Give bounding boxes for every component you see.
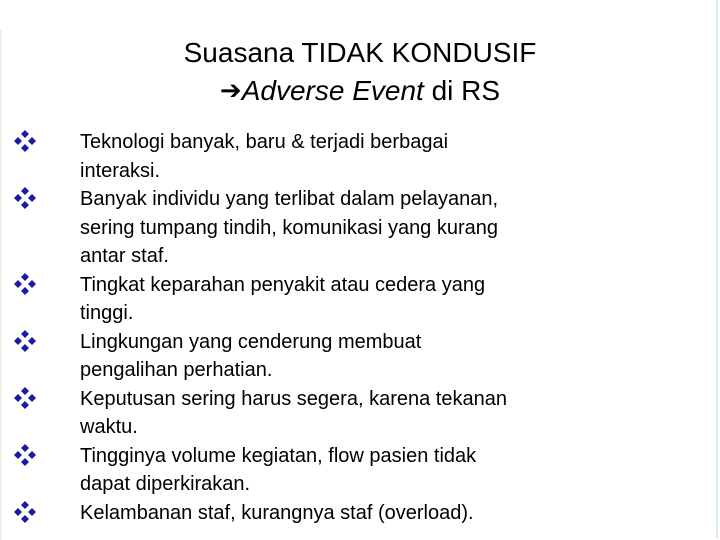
list-item-line: interaksi. xyxy=(80,159,161,182)
list-item-line: antar staf. xyxy=(80,245,169,267)
list-item-line: sering tumpang tindih, komunikasi yang kurang xyxy=(80,216,499,239)
list-item xyxy=(80,328,680,385)
list-item-line: waktu. xyxy=(80,416,138,438)
four-diamond-bullet-icon xyxy=(12,329,38,355)
four-diamond-bullet-icon xyxy=(12,500,38,526)
title-adverse-event: Adverse Event xyxy=(241,75,424,106)
title-line-2 xyxy=(0,72,720,110)
list-item-line: Lingkungan yang cenderung membuat xyxy=(80,330,422,353)
list-item-line: Keputusan sering harus segera, karena tekanan xyxy=(80,387,507,410)
list-item xyxy=(80,385,680,442)
list-item-line: pengalihan perhatian. xyxy=(80,359,273,381)
right-arrow-icon: ➔ xyxy=(219,75,242,105)
four-diamond-bullet-icon xyxy=(12,272,38,298)
four-diamond-bullet-icon xyxy=(12,443,38,469)
list-item-line: Tingkat keparahan penyakit atau cedera yang xyxy=(80,273,486,296)
slide-title xyxy=(0,34,720,110)
four-diamond-bullet-icon xyxy=(12,129,38,155)
list-item-line: dapat diperkirakan. xyxy=(80,473,251,495)
list-item-line: Banyak individu yang terlibat dalam pelayanan, xyxy=(80,188,499,210)
list-item xyxy=(80,185,680,271)
bullet-list xyxy=(80,128,680,527)
list-item-line: Tingginya volume kegiatan, flow pasien tidak xyxy=(80,444,477,467)
list-item xyxy=(80,442,680,499)
title-line-1: Suasana TIDAK KONDUSIF xyxy=(183,37,537,68)
list-item-line: tinggi. xyxy=(80,302,134,324)
list-item xyxy=(80,499,680,528)
list-item-line: Teknologi banyak, baru & terjadi berbagai xyxy=(80,131,449,153)
title-location: di RS xyxy=(423,75,501,106)
four-diamond-bullet-icon xyxy=(12,386,38,412)
list-item xyxy=(80,271,680,328)
list-item xyxy=(80,128,680,185)
list-item-line: Kelambanan staf, kurangnya staf (overload). xyxy=(80,501,474,524)
four-diamond-bullet-icon xyxy=(12,186,38,212)
